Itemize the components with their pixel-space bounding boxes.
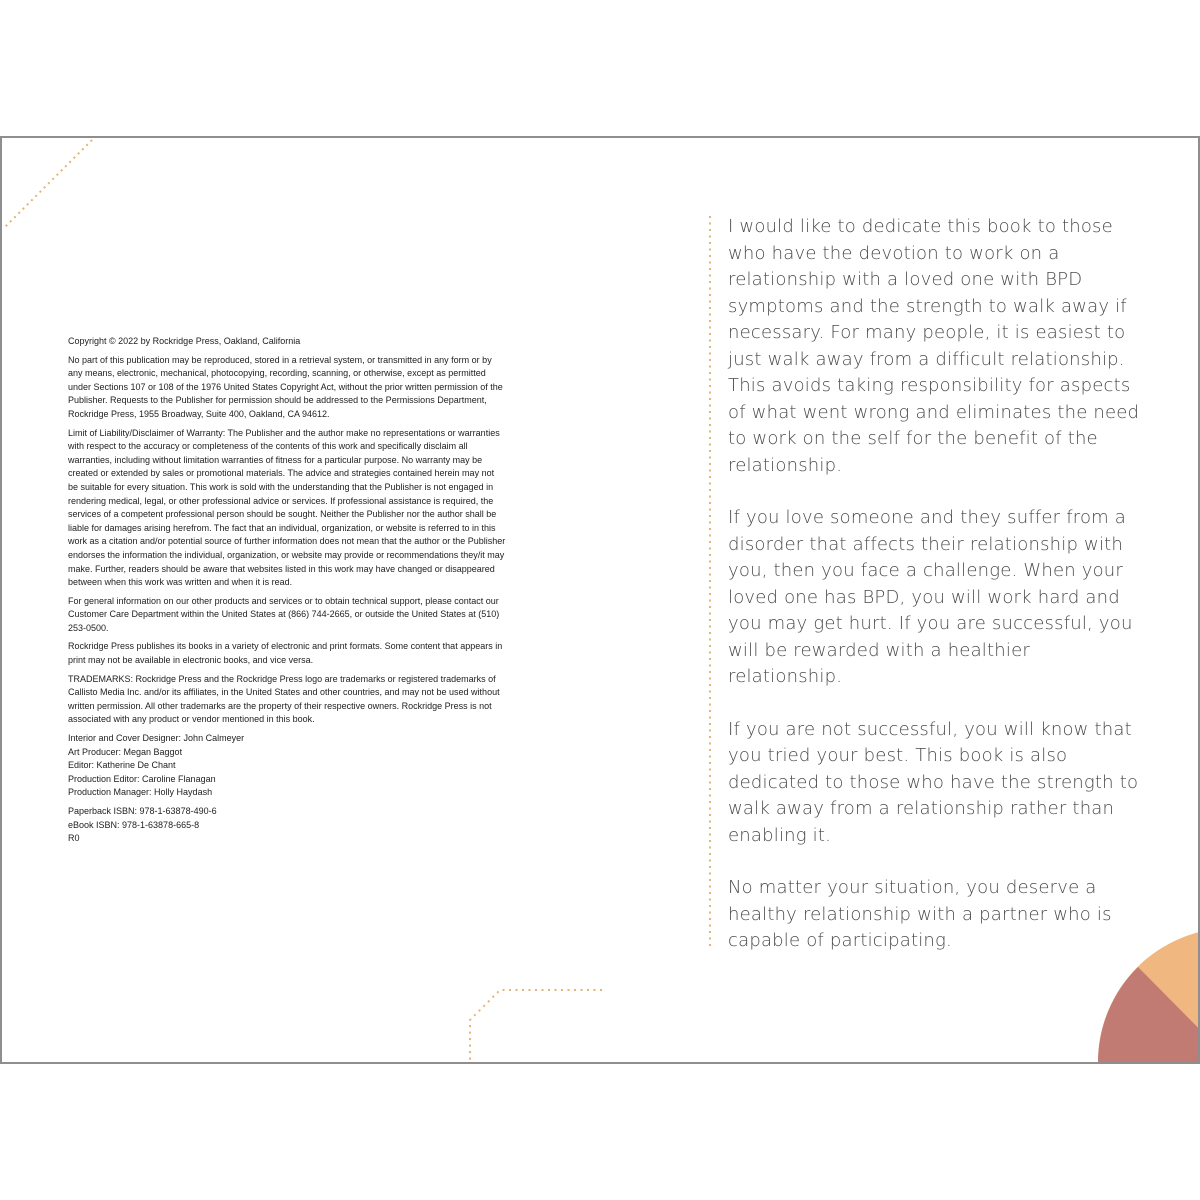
copyright-line: Copyright © 2022 by Rockridge Press, Oakland, California bbox=[68, 336, 301, 346]
credit-line: Interior and Cover Designer: John Calmeyer bbox=[68, 733, 245, 744]
liability-paragraph: Limit of Liability/Disclaimer of Warranty: The Publisher and the author make no representations or warranties with respect to the accuracy or completeness of the contents of this work and specifically disclaim all warranties, including without limitation warranties of fitness for a particular purpose. No warranty may be created or extended by sales or promotional materials. The advice and strategies contained herein may not be suitable for every situation. This work is sold with the understanding that the Publisher is not engaged in rendering medical, legal, or other professional advice or services. If professional assistance is required, the services of a competent professional person should be sought. Neither the Publisher nor the author shall be liable for damages arising herefrom. The fact that an individual, organization, or website is referred to in this work as a citation and/or potential source of further information does not mean that the author or the Publisher endorses the information the individual, organization, or website may provide or recommendations they/it may make. Further, readers should be aware that websites listed in this work may have changed or disappeared between when this work was written and when it is read. bbox=[68, 427, 506, 588]
dedication-paragraph: No matter your situation, you deserve a healthy relationship with a partner who is capable of participating. bbox=[728, 877, 1112, 951]
dotted-corner-top-left bbox=[4, 140, 92, 228]
credit-line: Production Manager: Holly Haydash bbox=[68, 787, 213, 798]
formats-paragraph: Rockridge Press publishes its books in a variety of electronic and print formats. Some content that appears in print may not be available in electronic books, and vice versa. bbox=[68, 641, 503, 666]
dedication-paragraph: If you love someone and they suffer from a disorder that affects their relationship with you, then you face a challenge. When your loved one has BPD, you will work hard and you may get hurt. If you are successful, you will be rewarded with a healthier relationship. bbox=[728, 507, 1133, 687]
dedication-paragraph: If you are not successful, you will know that you tried your best. This book is also dedicated to those who have the strength to walk away from a relationship rather than enabling it. bbox=[728, 718, 1139, 846]
trademarks-paragraph: TRADEMARKS: Rockridge Press and the Rockridge Press logo are trademarks or registered trademarks of Callisto Media Inc. and/or its affiliates, in the United States and other countries, and may not be used without written permission. All other trademarks are the property of their respective owners. Rockridge Press is not associated with any product or vendor mentioned in this book. bbox=[68, 673, 500, 725]
isbn-line: eBook ISBN: 978-1-63878-665-8 bbox=[68, 819, 200, 830]
dotted-corner-bottom-center bbox=[470, 990, 602, 1062]
support-paragraph: For general information on our other products and services or to obtain technical support, please contact our Customer Care Department within the United States at (866) 744-2665, or outside the United States at (510) 253-0500. bbox=[68, 595, 500, 633]
credit-line: Production Editor: Caroline Flanagan bbox=[68, 773, 216, 784]
credit-line: Editor: Katherine De Chant bbox=[68, 760, 176, 771]
isbn-line: Paperback ISBN: 978-1-63878-490-6 bbox=[68, 806, 217, 816]
book-spread bbox=[0, 136, 1200, 1064]
dedication-block bbox=[728, 214, 1148, 981]
printing-code: R0 bbox=[68, 833, 80, 844]
dedication-paragraph: I would like to dedicate this book to those who have the devotion to work on a relationship with a loved one with BPD symptoms and the strength to walk away if necessary. For many people, it is easiest to just walk away from a difficult relationship. This avoids taking responsibility for aspects of what went wrong and eliminates the need to work on the self for the benefit of the relationship. bbox=[728, 216, 1140, 476]
copyright-block bbox=[68, 335, 506, 851]
rights-paragraph: No part of this publication may be reproduced, stored in a retrieval system, or transmitted in any form or by any means, electronic, mechanical, photocopying, recording, scanning, or otherwise, except as permitted under Sections 107 or 108 of the 1976 United States Copyright Act, without the prior written permission of the Publisher. Requests to the Publisher for permission should be addressed to the Permissions Department, Rockridge Press, 1955 Broadway, Suite 400, Oakland, CA 94612. bbox=[68, 354, 503, 419]
credit-line: Art Producer: Megan Baggot bbox=[68, 746, 183, 757]
